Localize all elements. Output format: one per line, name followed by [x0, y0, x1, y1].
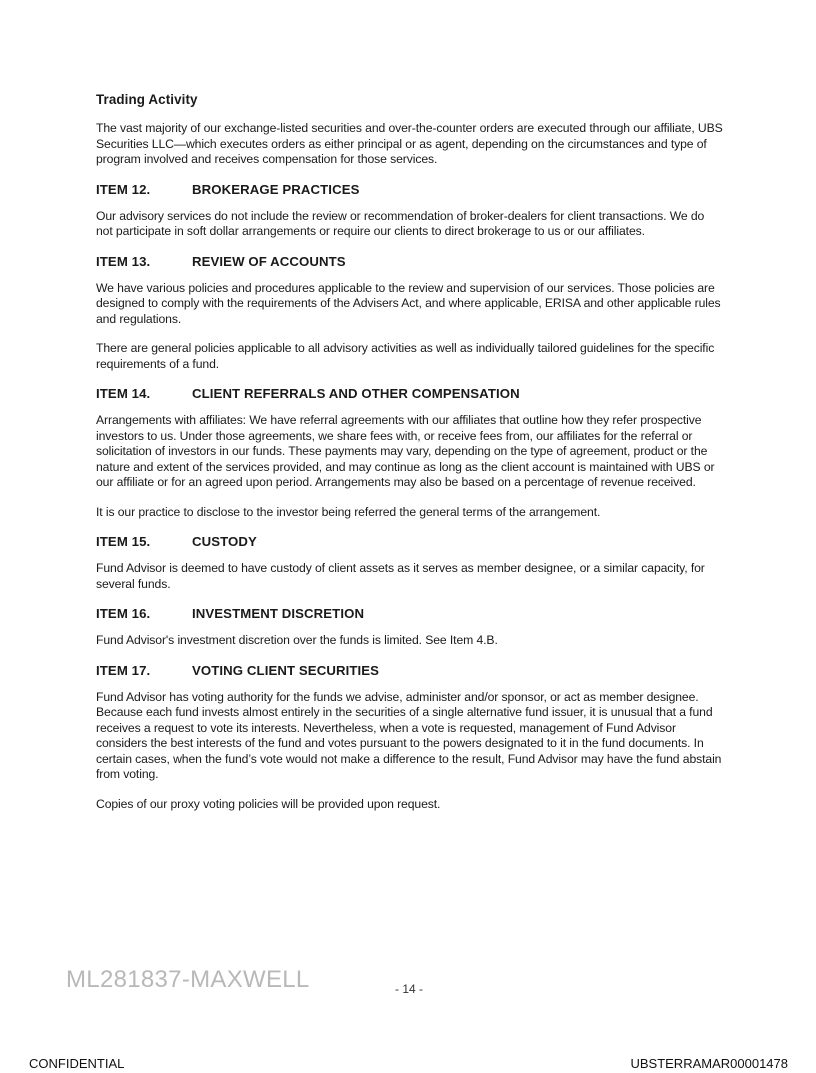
item-13-paragraph-2: There are general policies applicable to all advisory activities as well as individually tailored guidelines for the specific requirements of a fund. [96, 341, 715, 371]
item-number: ITEM 13. [96, 253, 151, 269]
item-17-paragraph-1: Fund Advisor has voting authority for the funds we advise, administer and/or sponsor, or act as member designee. Because each fund invests almost entirely in the securities of a single alternative fund issuer, it is unusual that a fund receives a request to vote its interests. Nevertheless, when a vote is requested, management of Fund Advisor considers the best interests of the fund and votes pursuant to the powers designated to it in the fund documents. In certain cases, when the fund’s vote would not make a difference to the result, Fund Advisor may have the fund abstain from voting. [96, 689, 722, 781]
item-13-heading [96, 254, 724, 269]
document-body [96, 92, 724, 826]
item-16-paragraph-1: Fund Advisor's investment discretion over the funds is limited. See Item 4.B. [96, 633, 498, 647]
item-number: ITEM 14. [96, 386, 151, 401]
page-number: - 14 - [395, 982, 424, 996]
item-17-heading [96, 663, 724, 678]
confidential-label: CONFIDENTIAL [29, 1056, 125, 1071]
item-title: CLIENT REFERRALS AND OTHER COMPENSATION [192, 386, 520, 401]
item-15-paragraph-1: Fund Advisor is deemed to have custody of client assets as it serves as member designee, or a similar capacity, for several funds. [96, 561, 705, 591]
item-number: ITEM 15. [96, 534, 151, 549]
bates-watermark: ML281837-MAXWELL [66, 966, 310, 993]
item-title: REVIEW OF ACCOUNTS [192, 253, 346, 269]
item-14-heading [96, 386, 724, 401]
item-14-paragraph-1: Arrangements with affiliates: We have referral agreements with our affiliates that outline how they refer prospective investors to us. Under those agreements, we share fees with, or receive fees from, our affiliates for the referral or solicitation of investors in our funds. These payments may vary, depending on the type of agreement, product or the nature and extent of the services provided, and may continue as long as the client account is maintained with UBS or our affiliate or for an agreed upon period. Arrangements may also be based on a percentage of revenue received. [96, 413, 715, 489]
item-15-heading [96, 534, 724, 549]
trading-activity-paragraph: The vast majority of our exchange-listed securities and over-the-counter orders are executed through our affiliate, UBS Securities LLC—which executes orders as either principal or as agent, depending on the circumstances and type of program involved and receives compensation for those services. [96, 121, 723, 166]
item-14-paragraph-2: It is our practice to disclose to the investor being referred the general terms of the arrangement. [96, 504, 601, 519]
item-title: BROKERAGE PRACTICES [192, 181, 360, 197]
item-title: INVESTMENT DISCRETION [192, 606, 365, 621]
item-13-paragraph-1: We have various policies and procedures applicable to the review and supervision of our services. Those policies are designed to comply with the requirements of the Advisers Act, and where applicable, ERISA and other applicable rules and regulations. [96, 280, 721, 326]
item-12-heading [96, 182, 724, 197]
item-12-paragraph-1: Our advisory services do not include the review or recommendation of broker-dealers for client transactions. We do not participate in soft dollar arrangements or require our clients to direct brokerage to us or our affiliates. [96, 208, 705, 238]
item-17-paragraph-2: Copies of our proxy voting policies will be provided upon request. [96, 796, 441, 811]
trading-activity-heading: Trading Activity [96, 92, 198, 107]
item-title: VOTING CLIENT SECURITIES [192, 662, 380, 678]
item-title: CUSTODY [192, 534, 257, 549]
item-16-heading [96, 606, 724, 621]
item-number: ITEM 12. [96, 181, 151, 197]
item-number: ITEM 16. [96, 606, 151, 621]
bates-number: UBSTERRAMAR00001478 [630, 1056, 788, 1071]
item-number: ITEM 17. [96, 662, 151, 678]
